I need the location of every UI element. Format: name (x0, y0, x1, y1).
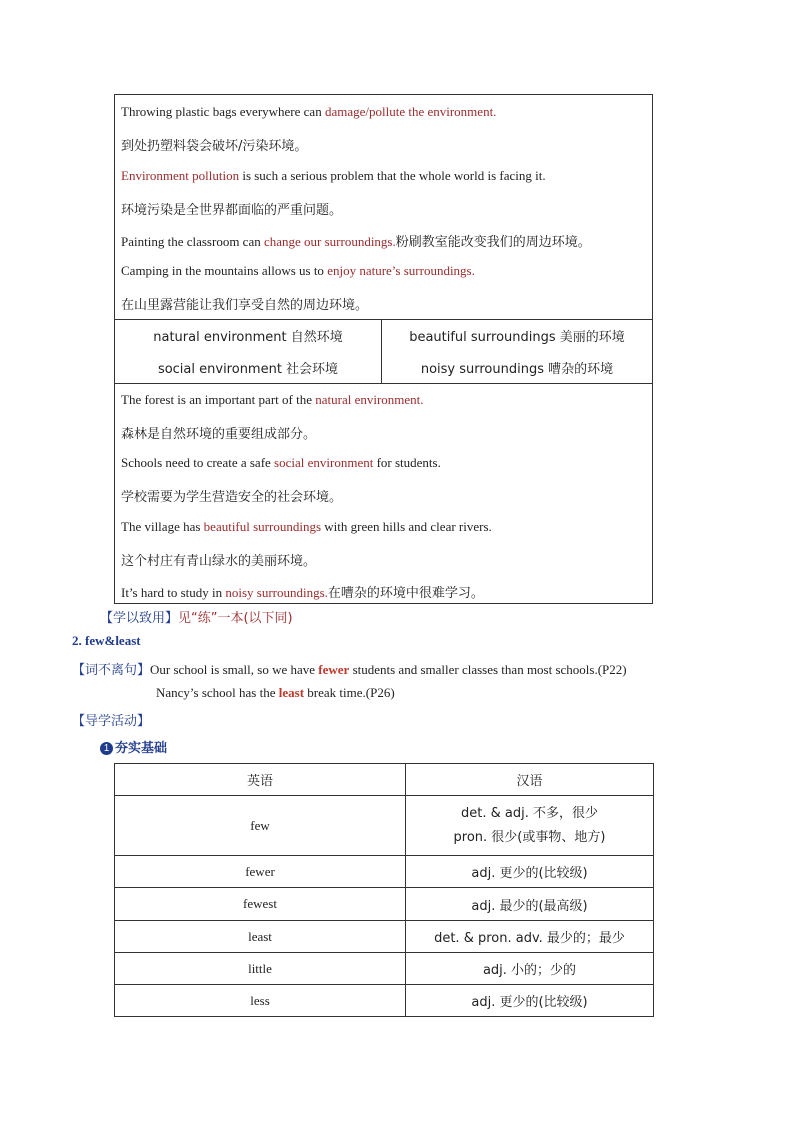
cell-chinese (406, 796, 654, 856)
table-row (115, 856, 654, 888)
translation-line-4: 在山里露营能让我们享受自然的周边环境。 (121, 298, 369, 313)
text: Schools need to create a safe (121, 455, 275, 470)
translation: 在嘈杂的环境中很难学习。 (327, 586, 484, 601)
collocation-beautiful-surroundings: beautiful surroundings 美丽的环境 (409, 330, 625, 345)
text: Painting the classroom can (121, 234, 264, 249)
cell-english: fewer (115, 856, 406, 888)
divider (115, 383, 652, 384)
translation-line-6: 学校需要为学生营造安全的社会环境。 (121, 490, 343, 505)
apply-note (100, 607, 293, 626)
translation-line-7: 这个村庄有青山绿水的美丽环境。 (121, 554, 317, 569)
cell-chinese: det. & pron. adv. 最少的；最少 (406, 921, 654, 953)
number-badge: 1 (100, 742, 113, 755)
highlight: change our surroundings. (263, 234, 396, 249)
highlight: social environment (274, 455, 374, 470)
text: with green hills and clear rivers. (321, 519, 492, 534)
collocation-social-environment: social environment 社会环境 (157, 362, 339, 377)
basics-title: 夯实基础 (115, 741, 168, 756)
section-title: 2. few&least (72, 633, 141, 648)
cell-english: less (115, 985, 406, 1017)
cell-english: little (115, 953, 406, 985)
translation-line-5: 森林是自然环境的重要组成部分。 (121, 427, 317, 442)
keyword: least (278, 685, 305, 700)
example-sentence-1 (72, 659, 627, 678)
header-english: 英语 (115, 764, 406, 796)
apply-label: 【学以致用】 (100, 611, 179, 626)
cell-chinese: adj. 最少的(最高级) (406, 888, 654, 921)
example-line-1 (121, 104, 496, 120)
cell-english: least (115, 921, 406, 953)
table-row (115, 921, 654, 953)
table-row (115, 796, 654, 856)
table-header-row (115, 764, 654, 796)
example-line-7 (121, 519, 492, 535)
highlight: enjoy nature’s surroundings. (327, 263, 475, 278)
basics-heading (100, 737, 167, 756)
cell-chinese: adj. 更少的(比较级) (406, 985, 654, 1017)
text: Our school is small, so we have (150, 662, 319, 677)
cell-chinese: adj. 小的；少的 (406, 953, 654, 985)
text: is such a serious problem that the whole world is facing it. (239, 168, 546, 183)
highlight: noisy surroundings. (225, 585, 328, 600)
text: for students. (373, 455, 441, 470)
table-row (115, 953, 654, 985)
text: students and smaller classes than most schools.(P22) (349, 662, 627, 677)
guide-label: 【导学活动】 (72, 714, 151, 729)
highlight: beautiful surroundings (203, 519, 322, 534)
text: It’s hard to study in (121, 585, 226, 600)
divider (115, 319, 652, 320)
text: Nancy’s school has the (156, 685, 279, 700)
meaning: pron. 很少(或事物、地方) (453, 829, 606, 845)
example-label: 【词不离句】 (72, 663, 151, 678)
text: Throwing plastic bags everywhere can (121, 104, 325, 119)
translation-line-2: 环境污染是全世界都面临的严重问题。 (121, 203, 343, 218)
header-chinese: 汉语 (406, 764, 654, 796)
translation-line-1: 到处扔塑料袋会破坏/污染环境。 (121, 139, 308, 154)
text: Camping in the mountains allows us to (121, 263, 328, 278)
table-row (115, 888, 654, 921)
cell-chinese: adj. 更少的(比较级) (406, 856, 654, 888)
highlight: damage/pollute the environment. (324, 104, 497, 119)
apply-text: 见“练”一本(以下同) (178, 611, 293, 626)
example-line-5 (121, 392, 424, 408)
example-sentence-2 (156, 685, 395, 701)
example-line-2 (121, 168, 546, 184)
example-line-3 (121, 231, 591, 250)
highlight: natural environment. (315, 392, 424, 407)
example-line-8 (121, 582, 484, 601)
table-row (115, 985, 654, 1017)
cell-english: few (115, 796, 406, 856)
highlight: Environment pollution (121, 168, 240, 183)
text: The village has (121, 519, 204, 534)
example-line-4 (121, 263, 475, 279)
word-table (114, 763, 654, 1017)
usage-box (114, 94, 653, 604)
keyword: fewer (318, 662, 350, 677)
cell-english: fewest (115, 888, 406, 921)
example-line-6 (121, 455, 441, 471)
text: The forest is an important part of the (121, 392, 316, 407)
translation: 粉刷教室能改变我们的周边环境。 (395, 235, 591, 250)
collocation-natural-environment: natural environment 自然环境 (153, 330, 343, 345)
text: break time.(P26) (304, 685, 395, 700)
collocation-noisy-surroundings: noisy surroundings 嘈杂的环境 (420, 362, 614, 377)
meaning: det. & adj. 不多，很少 (461, 805, 598, 821)
